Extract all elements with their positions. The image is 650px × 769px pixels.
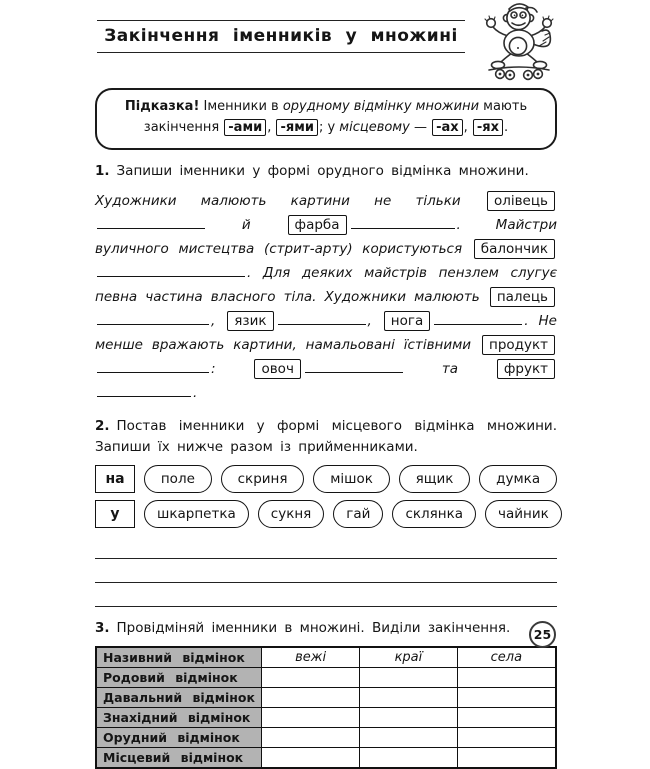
word-pill: ящик bbox=[399, 465, 471, 493]
answer-cell[interactable] bbox=[457, 747, 556, 768]
task-3-number: 3. bbox=[95, 619, 110, 636]
word-pill: поле bbox=[144, 465, 212, 493]
word-box: -ями bbox=[276, 119, 317, 136]
answer-cell[interactable] bbox=[360, 687, 457, 707]
word-pill: скриня bbox=[221, 465, 305, 493]
hint-box bbox=[95, 88, 557, 150]
word-box: продукт bbox=[482, 335, 555, 355]
hint-text bbox=[144, 99, 527, 135]
text-segment: Іменники в bbox=[199, 99, 283, 114]
word-bank-row bbox=[95, 465, 557, 493]
table-row bbox=[96, 707, 556, 727]
word-box: фарба bbox=[288, 215, 347, 235]
task-3-instruction bbox=[95, 618, 557, 639]
task-1-instruction bbox=[95, 161, 557, 182]
answer-blank[interactable] bbox=[278, 311, 366, 325]
word-bank-row bbox=[95, 500, 557, 528]
answer-cell[interactable] bbox=[360, 667, 457, 687]
text-segment: й bbox=[207, 216, 286, 233]
text-segment: мають закінчення bbox=[143, 99, 528, 135]
answer-cell[interactable] bbox=[261, 667, 359, 687]
word-pill: думка bbox=[479, 465, 557, 493]
text-segment: — bbox=[409, 119, 432, 135]
writing-line[interactable] bbox=[95, 535, 557, 559]
text-segment: . bbox=[193, 384, 198, 401]
task-3 bbox=[95, 618, 557, 769]
answer-cell[interactable] bbox=[261, 747, 359, 768]
text-segment: . Не менше вражають картини, намальовані їстівними bbox=[95, 312, 557, 353]
text-segment: місцевому bbox=[339, 119, 410, 135]
answer-cell[interactable] bbox=[457, 727, 556, 747]
task-2-number: 2. bbox=[95, 417, 110, 434]
text-segment: , bbox=[463, 119, 472, 135]
example-cell: села bbox=[457, 647, 556, 668]
answer-cell[interactable] bbox=[457, 687, 556, 707]
answer-cell[interactable] bbox=[261, 727, 359, 747]
word-box: язик bbox=[227, 311, 273, 331]
monkey-on-skates-illustration bbox=[477, 2, 563, 82]
task-2 bbox=[95, 416, 557, 607]
word-box: палець bbox=[490, 287, 555, 307]
word-box: фрукт bbox=[497, 359, 555, 379]
answer-cell[interactable] bbox=[261, 707, 359, 727]
hint-label: Підказка! bbox=[124, 99, 200, 114]
text-segment: . Майстри вуличного мистецтва (стрит-арту) користуються bbox=[95, 216, 558, 257]
word-box: нога bbox=[384, 311, 430, 331]
word-pill: шкарпетка bbox=[144, 500, 249, 528]
word-box: овоч bbox=[254, 359, 300, 379]
answer-cell[interactable] bbox=[360, 707, 457, 727]
case-header-cell: Називний відмінок bbox=[96, 647, 261, 668]
text-segment: Художники малюють картини не тільки bbox=[95, 192, 485, 209]
word-bank bbox=[95, 465, 557, 528]
writing-lines bbox=[95, 535, 557, 607]
page-title: Закінчення іменників у множині bbox=[104, 26, 458, 46]
page-number-badge bbox=[529, 621, 556, 648]
table-row bbox=[96, 727, 556, 747]
text-segment: , bbox=[211, 312, 226, 329]
word-pill: чайник bbox=[485, 500, 562, 528]
case-header-cell: Місцевий відмінок bbox=[96, 747, 261, 768]
text-segment: . Для деяких майстрів пензлем слугує певна частина власного тіла. Художники малюють bbox=[95, 264, 557, 305]
example-cell: вежі bbox=[261, 647, 359, 668]
answer-blank[interactable] bbox=[434, 311, 522, 325]
text-segment: : bbox=[211, 360, 253, 377]
text-segment: орудному відмінку множини bbox=[282, 99, 480, 114]
word-pill: гай bbox=[333, 500, 383, 528]
writing-line[interactable] bbox=[95, 583, 557, 607]
example-cell: краї bbox=[360, 647, 457, 668]
word-box: -ах bbox=[432, 119, 463, 136]
answer-cell[interactable] bbox=[360, 727, 457, 747]
text-segment: ; у bbox=[318, 119, 340, 135]
text-segment: та bbox=[404, 360, 495, 377]
title-rule-bottom bbox=[97, 52, 465, 53]
task-1-number: 1. bbox=[95, 162, 110, 179]
answer-blank[interactable] bbox=[97, 263, 245, 277]
table-row bbox=[96, 647, 556, 668]
task-3-instruction-text: Провідміняй іменники в множині. Виділи закінчення. bbox=[116, 619, 511, 636]
page-number: 25 bbox=[533, 627, 552, 642]
task-2-instruction-text: Постав іменники у формі місцевого відмінка множини. Запиши їх нижче разом із прийменниками. bbox=[95, 417, 557, 455]
answer-blank[interactable] bbox=[97, 311, 209, 325]
text-segment: . bbox=[504, 119, 509, 135]
answer-cell[interactable] bbox=[261, 687, 359, 707]
table-row bbox=[96, 687, 556, 707]
case-header-cell: Знахідний відмінок bbox=[96, 707, 261, 727]
word-box: -ами bbox=[224, 119, 266, 136]
preposition-box: на bbox=[95, 465, 135, 493]
word-pill: мішок bbox=[313, 465, 389, 493]
text-segment: , bbox=[267, 119, 276, 135]
case-header-cell: Родовий відмінок bbox=[96, 667, 261, 687]
task-1 bbox=[95, 161, 557, 405]
text-segment: , bbox=[367, 312, 382, 329]
title-rule-top bbox=[97, 20, 465, 21]
case-header-cell: Давальний відмінок bbox=[96, 687, 261, 707]
answer-cell[interactable] bbox=[457, 707, 556, 727]
preposition-box: у bbox=[95, 500, 135, 528]
answer-blank[interactable] bbox=[351, 215, 455, 229]
task-2-instruction bbox=[95, 416, 557, 458]
title-block bbox=[97, 20, 465, 53]
page-header bbox=[95, 8, 557, 84]
case-header-cell: Орудний відмінок bbox=[96, 727, 261, 747]
answer-cell[interactable] bbox=[360, 747, 457, 768]
declension-table bbox=[95, 646, 557, 769]
writing-line[interactable] bbox=[95, 559, 557, 583]
task-1-fill-text bbox=[95, 189, 557, 405]
word-pill: сукня bbox=[258, 500, 325, 528]
answer-blank[interactable] bbox=[97, 359, 209, 373]
word-box: балончик bbox=[474, 239, 555, 259]
word-box: -ях bbox=[473, 119, 503, 136]
page-content bbox=[95, 0, 557, 769]
word-pill: склянка bbox=[392, 500, 476, 528]
answer-blank[interactable] bbox=[305, 359, 403, 373]
table-row bbox=[96, 667, 556, 687]
answer-blank[interactable] bbox=[97, 215, 205, 229]
answer-blank[interactable] bbox=[97, 383, 191, 397]
answer-cell[interactable] bbox=[457, 667, 556, 687]
table-row bbox=[96, 747, 556, 768]
task-1-instruction-text: Запиши іменники у формі орудного відмінка множини. bbox=[116, 162, 529, 179]
word-box: олівець bbox=[487, 191, 555, 211]
